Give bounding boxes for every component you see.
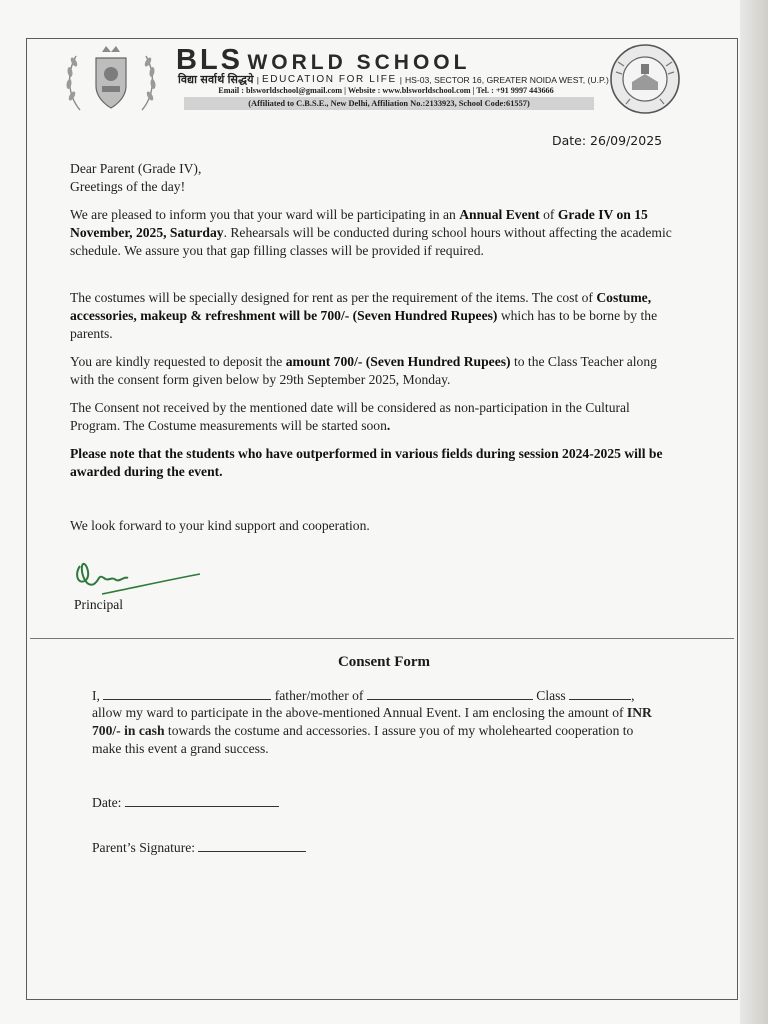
school-tagline: विद्या सर्वार्थ सिद्धये | EDUCATION FOR LIFE | HS-03, SECTOR 16, GREATER NOIDA WEST, (U.P.) <box>178 74 609 86</box>
p3-text-c: to the Class Teacher along with the consent form given below by 29th September 2025, Monday. <box>70 354 657 387</box>
tagline-text: EDUCATION FOR LIFE <box>261 74 397 85</box>
p4-text-a: The Consent not received by the mentioned date will be considered as non-participation in the Cultural Program. The Costume measurements will be started soon <box>70 400 630 433</box>
school-crest-logo <box>62 44 160 118</box>
school-address: HS-03, SECTOR 16, GREATER NOIDA WEST, (U.P.) <box>404 74 609 85</box>
closing-line: We look forward to your kind support and cooperation. <box>70 518 370 533</box>
class-label: Class <box>536 688 566 703</box>
consent-date-label: Date: <box>92 795 122 810</box>
p1-text-c: of <box>539 207 558 222</box>
p1-text-a: We are pleased to inform you that your ward will be participating in an <box>70 207 460 222</box>
signatory-title: Principal <box>74 597 124 612</box>
p1-annual-event: Annual Event <box>459 207 540 222</box>
school-name-rest: WORLD SCHOOL <box>247 51 471 74</box>
consent-statement <box>92 704 662 758</box>
consent-i-label: I, <box>92 688 100 703</box>
p3-amount: amount 700/- (Seven Hundred Rupees) <box>285 354 511 369</box>
cbse-seal-logo <box>608 42 682 116</box>
letter-date: Date: 26/09/2025 <box>552 133 663 148</box>
greeting: Greetings of the day! <box>70 179 186 194</box>
parent-signature-field[interactable] <box>198 838 306 852</box>
paragraph-consent-deadline <box>70 399 674 435</box>
consent-text-a: allow my ward to participate in the above-mentioned Annual Event. I am enclosing the amount of <box>92 705 627 720</box>
p2-cost: Costume, accessories, makeup & refreshment will be 700/- (Seven Hundred Rupees) <box>70 290 652 323</box>
p1-event-date: Grade IV on 15 November, 2025, Saturday <box>70 207 648 240</box>
class-field[interactable] <box>569 686 631 700</box>
salutation: Dear Parent (Grade IV), <box>70 161 202 176</box>
ward-name-field[interactable] <box>367 686 533 700</box>
form-cut-line <box>30 638 734 639</box>
consent-form-title: Consent Form <box>337 654 431 670</box>
p3-text-a: You are kindly requested to deposit the <box>70 354 286 369</box>
school-name-main: BLS <box>176 44 243 76</box>
p4-period: . <box>386 418 391 433</box>
school-contact: Email : blsworldschool@gmail.com | Website : www.blsworldschool.com | Tel. : +91 9997 443666 <box>218 86 554 95</box>
paragraph-costume <box>70 289 674 343</box>
consent-signature-row <box>92 838 662 857</box>
paragraph-event <box>70 206 674 260</box>
p2-text-c: which has to be borne by the parents. <box>70 308 658 341</box>
consent-date-field[interactable] <box>125 793 279 807</box>
parent-signature-label: Parent’s Signature: <box>92 840 196 855</box>
consent-line-one: I, father/mother of Class , <box>92 688 635 703</box>
consent-text-c: towards the costume and accessories. I assure you of my wholehearted cooperation to make this event a grand success. <box>92 723 634 756</box>
parent-name-field[interactable] <box>103 686 271 700</box>
paragraph-awards: Please note that the students who have outperformed in various fields during session 2024-2025 will be awarded during the event. <box>70 446 663 479</box>
p1-text-e: . Rehearsals will be conducted during school hours without affecting the academic schedule. We assure you that gap filling classes will be provided if required. <box>70 225 672 258</box>
school-affiliation: (Affiliated to C.B.S.E., New Delhi, Affiliation No.:2133923, School Code:61557) <box>184 97 594 110</box>
p2-text-a: The costumes will be specially designed for rent as per the requirement of the items. The cost of <box>70 290 597 305</box>
parent-relation-label: father/mother of <box>274 688 364 703</box>
consent-amount: INR 700/- in cash <box>92 705 652 738</box>
school-name <box>176 44 471 76</box>
consent-date-row <box>92 793 662 812</box>
principal-signature <box>72 552 204 600</box>
school-motto: विद्या सर्वार्थ सिद्धये <box>178 74 254 86</box>
page-shadow <box>740 0 768 1024</box>
paragraph-deposit <box>70 353 674 389</box>
